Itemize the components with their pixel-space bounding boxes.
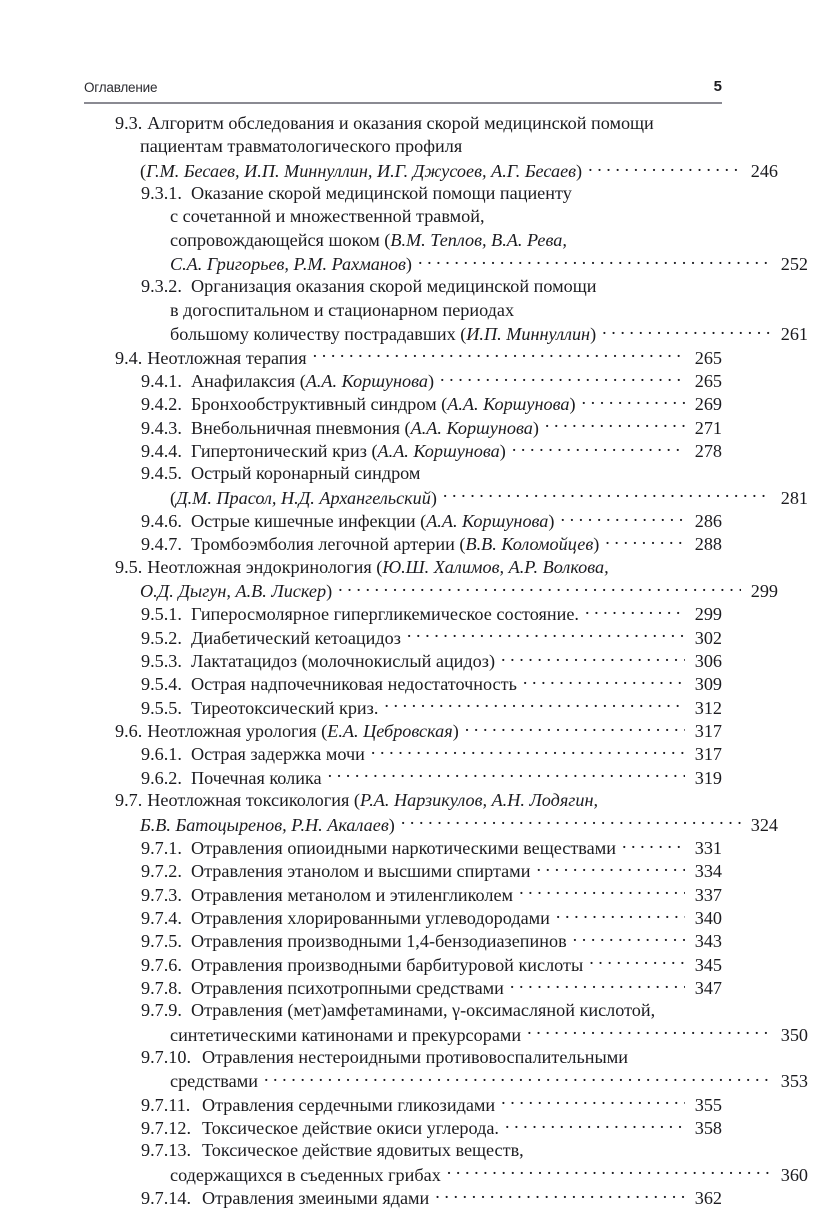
toc-entry-title: средствами bbox=[170, 1071, 258, 1092]
toc-entry-number: 9.5.4. bbox=[141, 674, 182, 695]
toc-entry-first-line bbox=[84, 1046, 722, 1069]
table-of-contents bbox=[84, 112, 808, 1209]
toc-entry-page-number: 286 bbox=[694, 511, 722, 532]
page-running-head bbox=[84, 80, 722, 106]
toc-entry[interactable] bbox=[84, 696, 722, 719]
toc-entry-page-number: 334 bbox=[694, 861, 722, 882]
toc-entry-number: 9.7.13. bbox=[141, 1140, 192, 1161]
toc-entry[interactable] bbox=[84, 999, 808, 1046]
toc-entry-first-line bbox=[84, 509, 722, 532]
toc-entry-first-line bbox=[84, 789, 722, 812]
dot-leader bbox=[588, 159, 741, 177]
toc-entry-number: 9.4. bbox=[115, 347, 143, 368]
dot-leader bbox=[573, 929, 685, 947]
toc-entry-first-line bbox=[84, 415, 722, 438]
toc-entry-page-number: 345 bbox=[694, 954, 722, 975]
dot-leader bbox=[523, 672, 685, 690]
toc-entry-first-line bbox=[84, 649, 722, 672]
toc-entry[interactable] bbox=[84, 509, 722, 532]
toc-entry-title: Организация оказания скорой медицинской помощи bbox=[191, 276, 597, 297]
toc-entry-page-number: 343 bbox=[694, 931, 722, 952]
toc-entry-authors: Е.А. Цебровская bbox=[327, 721, 453, 742]
toc-entry-number: 9.6.2. bbox=[141, 767, 182, 788]
toc-entry-title: Токсическое действие окиси углерода. bbox=[202, 1117, 499, 1138]
toc-entry-number: 9.5. bbox=[115, 556, 143, 577]
toc-entry-authors: А.А. Коршунова bbox=[305, 370, 428, 391]
toc-entry[interactable] bbox=[84, 462, 808, 509]
toc-entry-number: 9.7.6. bbox=[141, 954, 182, 975]
toc-entry-number: 9.7.11. bbox=[141, 1094, 191, 1115]
toc-entry-page-number: 265 bbox=[694, 370, 722, 391]
toc-entry-page-number: 271 bbox=[694, 417, 722, 438]
toc-entry-title: Острый коронарный синдром bbox=[191, 463, 421, 484]
toc-entry-page-number: 312 bbox=[694, 697, 722, 718]
toc-entry-title: Б.В. Батоцыренов, Р.Н. Акалаев) bbox=[140, 814, 395, 835]
header-divider-rule bbox=[84, 102, 722, 104]
toc-entry-number: 9.4.1. bbox=[141, 370, 182, 391]
toc-entry-number: 9.6. bbox=[115, 721, 143, 742]
dot-leader bbox=[582, 392, 685, 410]
toc-entry-number: 9.4.3. bbox=[141, 417, 182, 438]
toc-entry[interactable] bbox=[84, 369, 722, 392]
toc-entry[interactable] bbox=[84, 906, 722, 929]
toc-entry-number: 9.7.4. bbox=[141, 907, 182, 928]
toc-entry-title: Диабетический кетоацидоз bbox=[191, 627, 401, 648]
toc-entry-wrapped-line bbox=[84, 1162, 808, 1185]
dot-leader bbox=[338, 579, 741, 597]
toc-entry-first-line bbox=[84, 696, 722, 719]
toc-entry-page-number: 299 bbox=[750, 581, 778, 602]
toc-entry-number: 9.7.9. bbox=[141, 1000, 182, 1021]
toc-entry-authors: А.А. Коршунова bbox=[447, 394, 570, 415]
toc-entry-first-line bbox=[84, 369, 722, 392]
dot-leader bbox=[401, 812, 741, 830]
toc-entry-number: 9.5.3. bbox=[141, 651, 182, 672]
dot-leader bbox=[264, 1069, 771, 1087]
toc-entry-title: Отравления нестероидными противовоспалительными bbox=[202, 1046, 628, 1067]
toc-entry-page-number: 306 bbox=[694, 651, 722, 672]
toc-entry[interactable] bbox=[84, 672, 722, 695]
dot-leader bbox=[440, 369, 685, 387]
toc-entry[interactable] bbox=[84, 1116, 722, 1139]
toc-entry-wrapped-line bbox=[84, 486, 808, 509]
toc-entry-first-line bbox=[84, 112, 722, 135]
dot-leader bbox=[505, 1116, 685, 1134]
toc-entry-page-number: 337 bbox=[694, 884, 722, 905]
toc-entry-page-number: 319 bbox=[694, 767, 722, 788]
toc-entry-title: сопровождающейся шоком (В.М. Теплов, В.А. Рева, bbox=[170, 229, 567, 250]
toc-entry[interactable] bbox=[84, 882, 722, 905]
toc-entry-title: Неотложная урология (Е.А. Цебровская) bbox=[147, 721, 459, 742]
toc-entry-number: 9.3. bbox=[115, 113, 143, 133]
toc-entry-title: Токсическое действие ядовитых веществ, bbox=[202, 1140, 524, 1161]
dot-leader bbox=[510, 976, 685, 994]
dot-leader bbox=[328, 766, 685, 784]
toc-entry-title: содержащихся в съеденных грибах bbox=[170, 1164, 441, 1185]
toc-entry[interactable] bbox=[84, 275, 808, 345]
dot-leader bbox=[527, 1022, 771, 1040]
toc-entry-wrapped-line bbox=[84, 229, 808, 252]
toc-entry-wrapped-line bbox=[84, 159, 778, 182]
toc-entry-authors: А.А. Коршунова bbox=[426, 511, 549, 532]
toc-entry-title: Гиперосмолярное гипергликемическое состояние. bbox=[191, 604, 579, 625]
toc-entry-number: 9.7.2. bbox=[141, 861, 182, 882]
toc-entry-wrapped-line bbox=[84, 205, 808, 228]
toc-entry-page-number: 358 bbox=[694, 1117, 722, 1138]
toc-entry-page-number: 355 bbox=[694, 1094, 722, 1115]
toc-entry-wrapped-line bbox=[84, 1022, 808, 1045]
toc-entry-number: 9.5.1. bbox=[141, 604, 182, 625]
toc-entry-page-number: 317 bbox=[694, 744, 722, 765]
toc-entry-page-number: 362 bbox=[694, 1188, 722, 1208]
toc-entry-title: Отравления производными 1,4-бензодиазепинов bbox=[191, 931, 567, 952]
toc-entry-title: Отравления этанолом и высшими спиртами bbox=[191, 861, 531, 882]
toc-entry-title: Острая задержка мочи bbox=[191, 744, 365, 765]
toc-entry[interactable] bbox=[84, 345, 722, 368]
dot-leader bbox=[536, 859, 685, 877]
toc-entry[interactable] bbox=[84, 112, 778, 182]
running-head-title: Оглавление bbox=[84, 80, 158, 95]
toc-entry-first-line bbox=[84, 439, 722, 462]
toc-entry-authors: С.А. Григорьев, Р.М. Рахманов bbox=[170, 254, 406, 275]
toc-entry[interactable] bbox=[84, 182, 808, 275]
toc-entry-wrapped-line bbox=[84, 579, 778, 602]
toc-entry-first-line bbox=[84, 719, 722, 742]
toc-entry[interactable] bbox=[84, 1046, 808, 1093]
toc-entry-title: большому количеству пострадавших (И.П. Миннуллин) bbox=[170, 324, 597, 345]
toc-entry[interactable] bbox=[84, 392, 722, 415]
dot-leader bbox=[602, 322, 771, 340]
dot-leader bbox=[447, 1162, 771, 1180]
toc-entry-first-line bbox=[84, 859, 722, 882]
dot-leader bbox=[622, 836, 685, 854]
dot-leader bbox=[313, 345, 685, 363]
toc-entry-number: 9.7.8. bbox=[141, 977, 182, 998]
toc-entry-title: Отравления психотропными средствами bbox=[191, 977, 504, 998]
toc-entry-title: Отравления опиоидными наркотическими веществами bbox=[191, 837, 616, 858]
toc-entry-page-number: 360 bbox=[780, 1164, 808, 1185]
toc-entry-title: Алгоритм обследования и оказания скорой медицинской помощи bbox=[147, 113, 654, 133]
toc-entry-authors: В.В. Коломойцев bbox=[465, 534, 594, 555]
toc-entry-first-line bbox=[84, 626, 722, 649]
dot-leader bbox=[501, 649, 685, 667]
toc-entry-number: 9.7.10. bbox=[141, 1046, 192, 1067]
toc-entry-title: (Д.М. Прасол, Н.Д. Архангельский) bbox=[170, 487, 437, 508]
dot-leader bbox=[556, 906, 685, 924]
toc-entry[interactable] bbox=[84, 439, 722, 462]
toc-entry-first-line bbox=[84, 275, 722, 298]
toc-entry-number: 9.3.2. bbox=[141, 276, 182, 297]
toc-entry-title: Гипертонический криз (А.А. Коршунова) bbox=[191, 441, 506, 461]
toc-entry-title: с сочетанной и множественной травмой, bbox=[170, 206, 485, 227]
toc-entry-page-number: 252 bbox=[780, 254, 808, 275]
toc-entry-title: Почечная колика bbox=[191, 767, 322, 788]
toc-entry-first-line bbox=[84, 882, 722, 905]
toc-entry-authors: И.П. Миннуллин bbox=[466, 324, 591, 345]
toc-entry-first-line bbox=[84, 1092, 722, 1115]
dot-leader bbox=[465, 719, 685, 737]
toc-entry-authors: Р.А. Нарзикулов, А.Н. Лодягин, bbox=[359, 789, 599, 810]
toc-entry-authors: Д.М. Прасол, Н.Д. Архангельский bbox=[176, 487, 431, 508]
toc-entry-wrapped-line bbox=[84, 135, 778, 158]
toc-entry-number: 9.3.1. bbox=[141, 183, 182, 204]
toc-entry[interactable] bbox=[84, 1139, 808, 1186]
toc-entry-title: Неотложная эндокринология (Ю.Ш. Халимов, А.Р. Волкова, bbox=[147, 556, 609, 577]
toc-entry[interactable] bbox=[84, 626, 722, 649]
toc-entry-number: 9.7.3. bbox=[141, 884, 182, 905]
toc-entry-first-line bbox=[84, 602, 722, 625]
toc-entry-number: 9.5.5. bbox=[141, 697, 182, 718]
toc-entry-page-number: 265 bbox=[694, 347, 722, 368]
toc-entry-title: Отравления производными барбитуровой кислоты bbox=[191, 954, 584, 975]
toc-entry-page-number: 269 bbox=[694, 394, 722, 415]
toc-entry-number: 9.4.5. bbox=[141, 463, 182, 484]
toc-entry-first-line bbox=[84, 999, 722, 1022]
toc-entry-authors: Ю.Ш. Халимов, А.Р. Волкова, bbox=[382, 556, 609, 577]
toc-entry-first-line bbox=[84, 672, 722, 695]
dot-leader bbox=[585, 602, 685, 620]
toc-entry-title: пациентам травматологического профиля bbox=[140, 136, 463, 157]
toc-entry-authors: Б.В. Батоцыренов, Р.Н. Акалаев bbox=[140, 814, 389, 835]
toc-entry-title: синтетическими катинонами и прекурсорами bbox=[170, 1024, 522, 1045]
toc-entry-first-line bbox=[84, 532, 722, 555]
toc-entry-title: Отравления сердечными гликозидами bbox=[202, 1094, 496, 1115]
toc-entry-first-line bbox=[84, 766, 722, 789]
toc-entry-wrapped-line bbox=[84, 1069, 808, 1092]
toc-entry-first-line bbox=[84, 392, 722, 415]
dot-leader bbox=[512, 439, 685, 457]
toc-entry[interactable] bbox=[84, 415, 722, 438]
toc-entry-authors: А.А. Коршунова bbox=[410, 417, 533, 438]
toc-entry-page-number: 331 bbox=[694, 837, 722, 858]
dot-leader bbox=[605, 532, 685, 550]
dot-leader bbox=[589, 952, 685, 970]
toc-entry-page-number: 299 bbox=[694, 604, 722, 625]
toc-entry-number: 9.7. bbox=[115, 789, 143, 810]
toc-entry-title: С.А. Григорьев, Р.М. Рахманов) bbox=[170, 254, 412, 275]
toc-entry[interactable] bbox=[84, 602, 722, 625]
toc-entry-first-line bbox=[84, 462, 722, 485]
toc-entry[interactable] bbox=[84, 1092, 722, 1115]
toc-entry[interactable] bbox=[84, 532, 722, 555]
toc-entry-number: 9.7.14. bbox=[141, 1188, 192, 1208]
toc-entry[interactable] bbox=[84, 1186, 722, 1209]
toc-entry[interactable] bbox=[84, 952, 722, 975]
toc-entry-first-line bbox=[84, 556, 722, 579]
toc-entry-title: Отравления метанолом и этиленгликолем bbox=[191, 884, 514, 905]
toc-entry-page-number: 350 bbox=[780, 1024, 808, 1045]
toc-entry-first-line bbox=[84, 182, 722, 205]
dot-leader bbox=[501, 1092, 685, 1110]
toc-entry-first-line bbox=[84, 345, 722, 368]
toc-entry-authors: О.Д. Дыгун, А.В. Лискер bbox=[140, 581, 327, 602]
toc-entry-authors: Г.М. Бесаев, И.П. Миннуллин, И.Г. Джусоев, А.Г. Бесаев bbox=[146, 160, 577, 181]
page-number: 5 bbox=[713, 78, 722, 95]
dot-leader bbox=[407, 626, 685, 644]
toc-entry-page-number: 353 bbox=[780, 1071, 808, 1092]
toc-entry-wrapped-line bbox=[84, 322, 808, 345]
toc-entry-authors: А.А. Коршунова bbox=[377, 441, 500, 461]
toc-entry-number: 9.6.1. bbox=[141, 744, 182, 765]
dot-leader bbox=[560, 509, 685, 527]
dot-leader bbox=[384, 696, 685, 714]
toc-entry-number: 9.5.2. bbox=[141, 627, 182, 648]
dot-leader bbox=[443, 486, 771, 504]
toc-entry-wrapped-line bbox=[84, 252, 808, 275]
toc-entry-title: Тиреотоксический криз. bbox=[191, 697, 379, 718]
toc-entry-page-number: 340 bbox=[694, 907, 722, 928]
toc-entry-first-line bbox=[84, 836, 722, 859]
toc-entry-title: Отравления хлорированными углеводородами bbox=[191, 907, 550, 928]
toc-entry[interactable] bbox=[84, 719, 722, 742]
toc-entry[interactable] bbox=[84, 859, 722, 882]
toc-entry-title: (Г.М. Бесаев, И.П. Миннуллин, И.Г. Джусоев, А.Г. Бесаев) bbox=[140, 160, 583, 181]
dot-leader bbox=[435, 1186, 685, 1204]
toc-entry-title: Острая надпочечниковая недостаточность bbox=[191, 674, 517, 695]
toc-entry-number: 9.4.2. bbox=[141, 394, 182, 415]
toc-entry-title: Неотложная токсикология (Р.А. Нарзикулов, А.Н. Лодягин, bbox=[147, 789, 599, 810]
toc-entry-title: О.Д. Дыгун, А.В. Лискер) bbox=[140, 581, 333, 602]
toc-entry-first-line bbox=[84, 1139, 722, 1162]
toc-entry-page-number: 288 bbox=[694, 534, 722, 555]
toc-entry-page-number: 281 bbox=[780, 487, 808, 508]
toc-entry-wrapped-line bbox=[84, 299, 808, 322]
toc-entry[interactable] bbox=[84, 649, 722, 672]
toc-entry-page-number: 317 bbox=[694, 721, 722, 742]
toc-entry-authors: В.М. Теплов, В.А. Рева, bbox=[390, 229, 567, 250]
dot-leader bbox=[545, 415, 685, 433]
toc-entry-first-line bbox=[84, 929, 722, 952]
toc-entry-number: 9.4.7. bbox=[141, 534, 182, 555]
toc-entry-title: Бронхообструктивный синдром (А.А. Коршунова) bbox=[191, 394, 576, 415]
toc-entry[interactable] bbox=[84, 742, 722, 765]
toc-entry-title: Оказание скорой медицинской помощи пациенту bbox=[191, 183, 572, 204]
toc-entry-number: 9.4.4. bbox=[141, 441, 182, 461]
toc-entry[interactable] bbox=[84, 766, 722, 789]
toc-entry[interactable] bbox=[84, 976, 722, 999]
toc-entry-title: Отравления змеиными ядами bbox=[202, 1188, 430, 1208]
toc-entry-title: Неотложная терапия bbox=[147, 347, 307, 368]
toc-entry-first-line bbox=[84, 1186, 722, 1209]
toc-entry-number: 9.7.1. bbox=[141, 837, 182, 858]
toc-entry-first-line bbox=[84, 906, 722, 929]
toc-entry-page-number: 246 bbox=[750, 160, 778, 181]
toc-entry[interactable] bbox=[84, 836, 722, 859]
dot-leader bbox=[519, 882, 685, 900]
toc-entry-wrapped-line bbox=[84, 812, 778, 835]
toc-entry-page-number: 324 bbox=[750, 814, 778, 835]
toc-entry-title: Анафилаксия (А.А. Коршунова) bbox=[191, 370, 435, 391]
toc-entry-title: Лактатацидоз (молочнокислый ацидоз) bbox=[191, 651, 496, 672]
toc-entry-page-number: 261 bbox=[780, 324, 808, 345]
toc-entry-first-line bbox=[84, 1116, 722, 1139]
toc-entry-title: Острые кишечные инфекции (А.А. Коршунова) bbox=[191, 511, 555, 532]
toc-entry-page-number: 278 bbox=[694, 441, 722, 461]
toc-entry-first-line bbox=[84, 742, 722, 765]
toc-entry-page-number: 302 bbox=[694, 627, 722, 648]
dot-leader bbox=[418, 252, 771, 270]
toc-entry[interactable] bbox=[84, 929, 722, 952]
toc-entry-page-number: 347 bbox=[694, 977, 722, 998]
toc-entry-first-line bbox=[84, 976, 722, 999]
toc-entry-number: 9.7.12. bbox=[141, 1117, 192, 1138]
toc-entry-title: Отравления (мет)амфетаминами, γ-оксимасляной кислотой, bbox=[191, 1000, 656, 1021]
dot-leader bbox=[371, 742, 685, 760]
toc-entry-title: Тромбоэмболия легочной артерии (В.В. Коломойцев) bbox=[191, 534, 600, 555]
toc-entry-number: 9.7.5. bbox=[141, 931, 182, 952]
toc-entry[interactable] bbox=[84, 556, 778, 603]
toc-entry-page-number: 309 bbox=[694, 674, 722, 695]
toc-entry-title: Внебольничная пневмония (А.А. Коршунова) bbox=[191, 417, 539, 438]
toc-entry-first-line bbox=[84, 952, 722, 975]
toc-entry-number: 9.4.6. bbox=[141, 511, 182, 532]
toc-entry[interactable] bbox=[84, 789, 778, 836]
toc-entry-title: в догоспитальном и стационарном периодах bbox=[170, 299, 515, 320]
